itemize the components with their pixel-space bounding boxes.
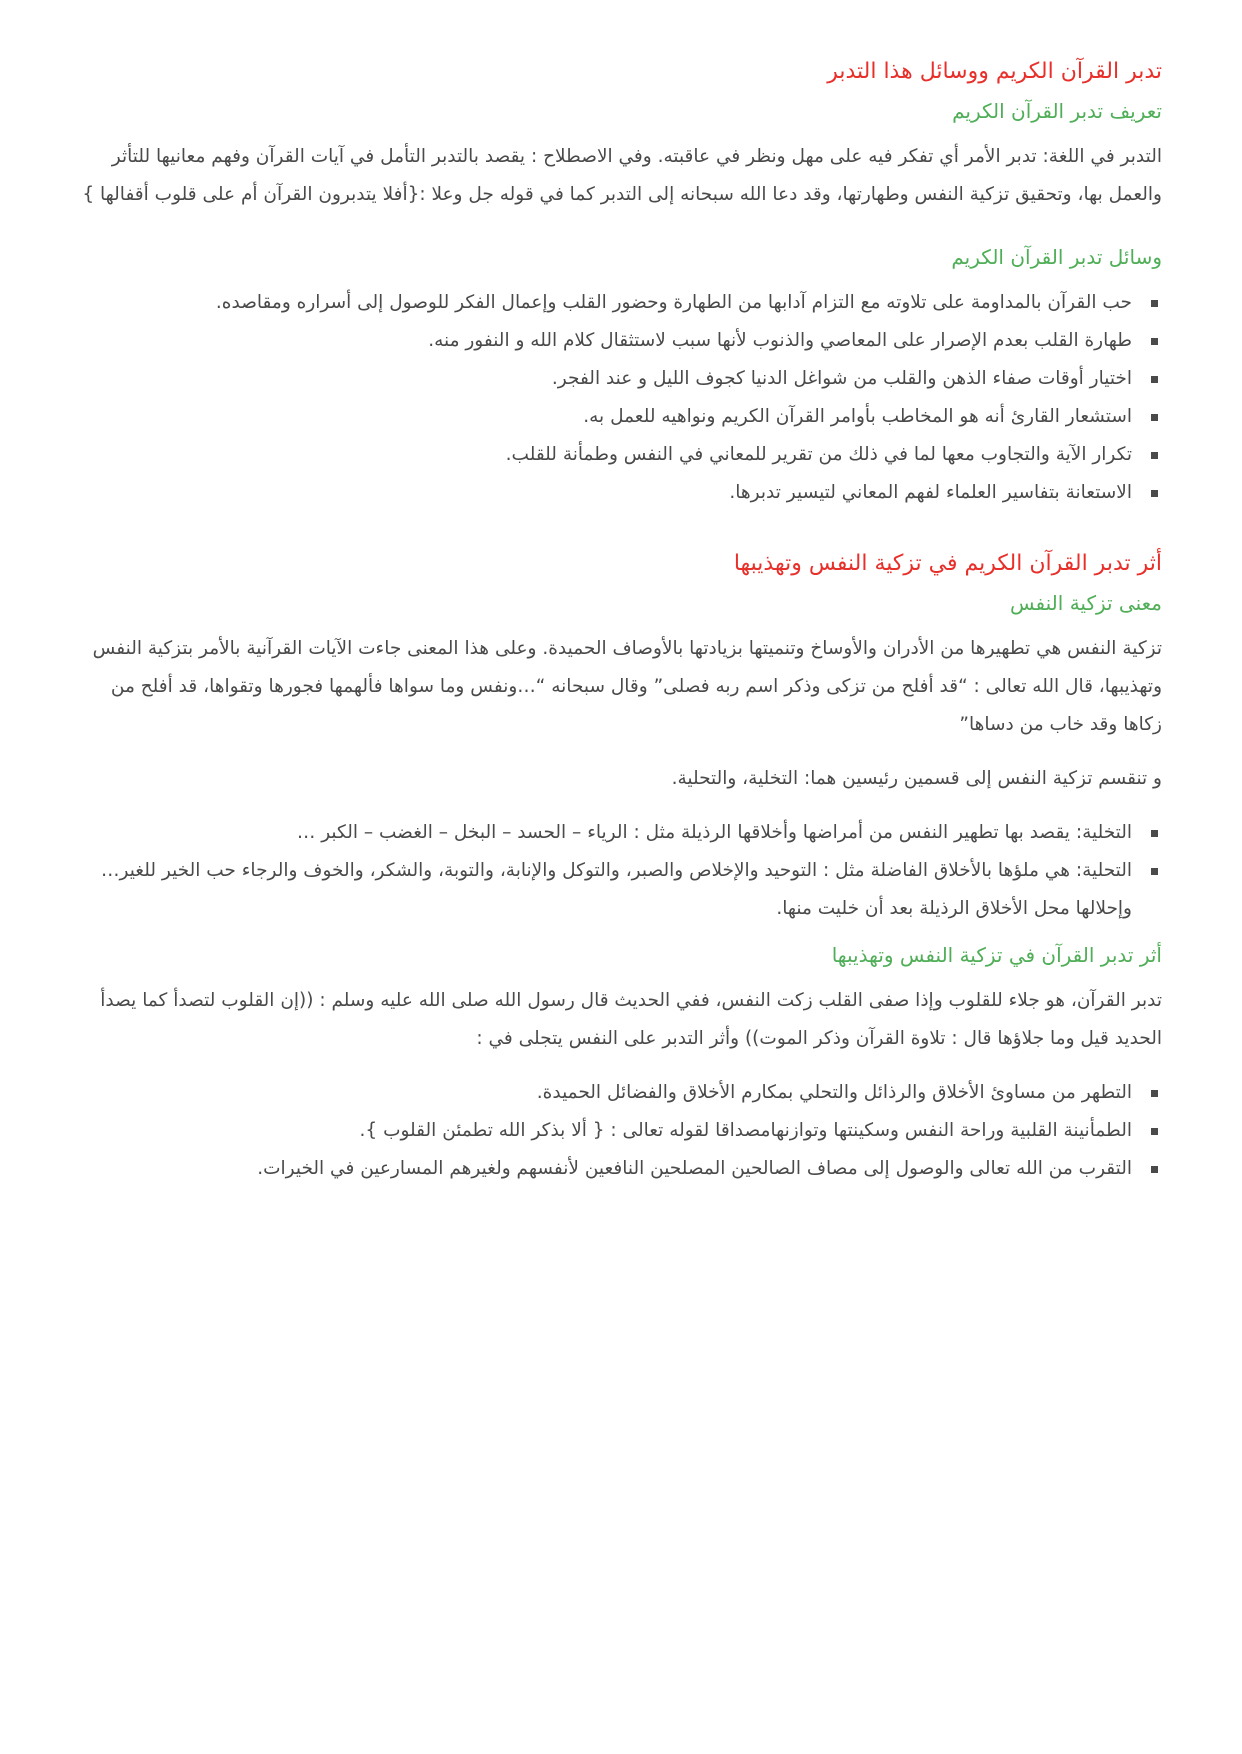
bullet-square-icon — [1151, 1128, 1158, 1135]
purification-list — [70, 814, 1162, 928]
list-item — [70, 1074, 1162, 1112]
bullet-square-icon — [1151, 1166, 1158, 1173]
list-item-text: تكرار الآية والتجاوب معها لما في ذلك من تقرير للمعاني في النفس وطمأنة للقلب. — [505, 444, 1132, 465]
means-heading: وسائل تدبر القرآن الكريم — [951, 245, 1162, 269]
list-item — [70, 1150, 1162, 1188]
document-page — [70, 52, 1162, 1188]
bullet-square-icon — [1151, 300, 1158, 307]
bullet-square-icon — [1151, 1090, 1158, 1097]
bullet-square-icon — [1151, 338, 1158, 345]
list-item-text: التطهر من مساوئ الأخلاق والرذائل والتحلي بمكارم الأخلاق والفضائل الحميدة. — [536, 1082, 1132, 1103]
list-item — [70, 360, 1162, 398]
effect-list — [70, 1074, 1162, 1188]
list-item-text: الاستعانة بتفاسير العلماء لفهم المعاني لتيسير تدبرها. — [729, 482, 1132, 503]
definition-heading: تعريف تدبر القرآن الكريم — [952, 99, 1162, 123]
list-item — [70, 436, 1162, 474]
means-list — [70, 284, 1162, 512]
list-item-text: التحلية: هي ملؤها بالأخلاق الفاضلة مثل : التوحيد والإخلاص والصبر، والتوكل والإنابة، والتوبة، والشكر، والخوف والرجاء حب الخير للغير…وإحلالها محل الأخلاق الرذيلة بعد أن خليت منها. — [101, 860, 1132, 919]
bullet-square-icon — [1151, 830, 1158, 837]
list-item — [70, 852, 1162, 928]
list-item — [70, 814, 1162, 852]
effect-paragraph: تدبر القرآن، هو جلاء للقلوب وإذا صفى القلب زكت النفس، ففي الحديث قال رسول الله صلى الله عليه وسلم : ((إن القلوب لتصدأ كما يصدأ الحديد قيل وما جلاؤها قال : تلاوة القرآن وذكر الموت)) وأثر التدبر على النفس يتجلى في : — [100, 990, 1162, 1049]
bullet-square-icon — [1151, 452, 1158, 459]
list-item-text: التقرب من الله تعالى والوصول إلى مصاف الصالحين المصلحين النافعين لأنفسهم ولغيرهم المسارعين في الخيرات. — [257, 1158, 1132, 1179]
list-item — [70, 474, 1162, 512]
section1-title: تدبر القرآن الكريم ووسائل هذا التدبر — [827, 59, 1162, 84]
list-item-text: حب القرآن بالمداومة على تلاوته مع التزام آدابها من الطهارة وحضور القلب وإعمال الفكر للوصول إلى أسراره ومقاصده. — [215, 292, 1132, 313]
bullet-square-icon — [1151, 376, 1158, 383]
list-item — [70, 284, 1162, 322]
bullet-square-icon — [1151, 414, 1158, 421]
list-item-text: طهارة القلب بعدم الإصرار على المعاصي والذنوب لأنها سبب لاستثقال كلام الله و النفور منه. — [428, 330, 1132, 351]
meaning-heading: معنى تزكية النفس — [1010, 591, 1162, 615]
list-item-text: اختيار أوقات صفاء الذهن والقلب من شواغل الدنيا كجوف الليل و عند الفجر. — [551, 368, 1132, 389]
division-paragraph: و تنقسم تزكية النفس إلى قسمين رئيسين هما: التخلية، والتحلية. — [671, 768, 1162, 789]
effect-heading: أثر تدبر القرآن في تزكية النفس وتهذيبها — [831, 943, 1162, 967]
bullet-square-icon — [1151, 868, 1158, 875]
list-item — [70, 1112, 1162, 1150]
meaning-paragraph: تزكية النفس هي تطهيرها من الأدران والأوساخ وتنميتها بزيادتها بالأوصاف الحميدة. وعلى هذا المعنى جاءت الآيات القرآنية بالأمر بتزكية النفس وتهذيبها، قال الله تعالى : “قد أفلح من تزكى وذكر اسم ربه فصلى” وقال سبحانه “…ونفس وما سواها فألهمها فجورها وتقواها، قد أفلح من زكاها وقد خاب من دساها” — [92, 638, 1162, 735]
list-item — [70, 322, 1162, 360]
definition-paragraph: التدبر في اللغة: تدبر الأمر أي تفكر فيه على مهل ونظر في عاقبته. وفي الاصطلاح : يقصد بالتدبر التأمل في آيات القرآن وفهم معانيها للتأثر والعمل بها، وتحقيق تزكية النفس وطهارتها، وقد دعا الله سبحانه إلى التدبر كما في قوله جل وعلا :{أفلا يتدبرون القرآن أم على قلوب أقفالها } — [82, 146, 1162, 205]
list-item-text: التخلية: يقصد بها تطهير النفس من أمراضها وأخلاقها الرذيلة مثل : الرياء – الحسد – البخل – الغضب – الكبر … — [296, 822, 1132, 843]
list-item-text: استشعار القارئ أنه هو المخاطب بأوامر القرآن الكريم ونواهيه للعمل به. — [583, 406, 1132, 427]
section2-title: أثر تدبر القرآن الكريم في تزكية النفس وتهذيبها — [733, 551, 1162, 576]
bullet-square-icon — [1151, 490, 1158, 497]
list-item-text: الطمأنينة القلبية وراحة النفس وسكينتها وتوازنهامصداقا لقوله تعالى : { ألا بذكر الله تطمئن القلوب }. — [359, 1120, 1132, 1141]
list-item — [70, 398, 1162, 436]
